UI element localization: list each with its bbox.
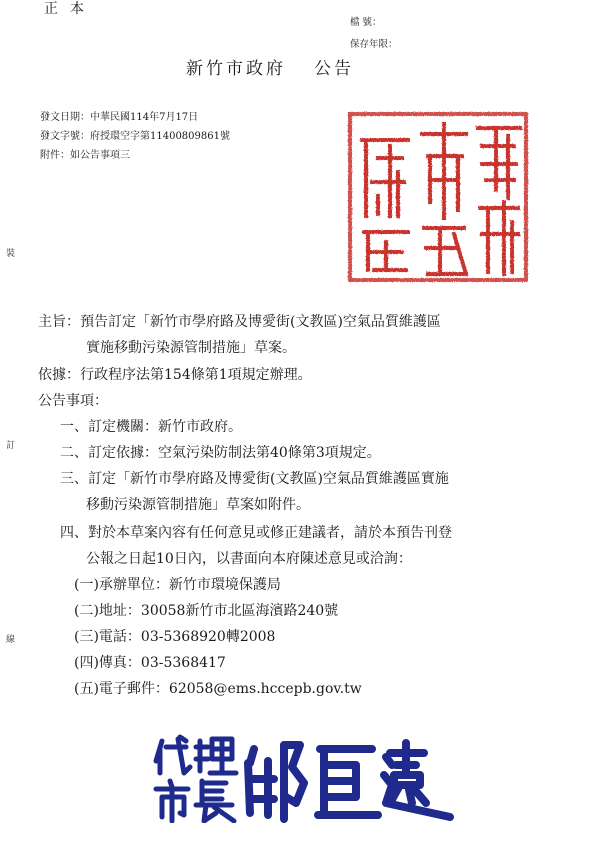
contact-phone: (三)電話：03-5368920轉2008: [74, 629, 276, 645]
contact-fax: (四)傳真：03-5368417: [74, 655, 226, 671]
copy-mark: 正本: [44, 1, 96, 17]
file-number-label: 檔 號：: [350, 17, 382, 28]
item-2: 二、訂定依據：空氣污染防制法第40條第3項規定。: [60, 445, 381, 461]
doc-type: 公告: [314, 59, 354, 79]
subject-line-1: 主旨：預告訂定「新竹市學府路及博愛街(文教區)空氣品質維護區: [38, 314, 441, 330]
mayor-signature: [150, 733, 460, 823]
attachment-note: 附件：如公告事項三: [40, 150, 130, 161]
retention-label: 保存年限：: [350, 39, 398, 50]
margin-mark-staple: 訂: [6, 441, 16, 451]
item-4-line-1: 四、對於本草案內容有任何意見或修正建議者，請於本預告刊登: [60, 525, 452, 541]
notice-heading: 公告事項：: [38, 393, 108, 409]
item-3-line-2: 移動污染源管制措施」草案如附件。: [86, 497, 310, 513]
subject-line-2: 實施移動污染源管制措施」草案。: [86, 340, 296, 356]
margin-mark-line: 線: [6, 635, 16, 645]
contact-address: (二)地址：30058新竹市北區海濱路240號: [74, 603, 339, 619]
margin-mark-bind: 裝: [6, 249, 16, 259]
org-name: 新竹市政府: [186, 59, 286, 79]
document-title: [186, 54, 354, 79]
item-3-line-1: 三、訂定「新竹市學府路及博愛街(文教區)空氣品質維護區實施: [60, 471, 449, 487]
official-seal: [338, 106, 538, 286]
issue-date: 發文日期：中華民國114年7月17日: [40, 112, 199, 123]
reference-number: 發文字號：府授環空字第11400809861號: [40, 131, 230, 142]
item-4-line-2: 公報之日起10日內，以書面向本府陳述意見或洽詢：: [86, 551, 412, 567]
item-1: 一、訂定機關：新竹市政府。: [60, 419, 242, 435]
contact-email: (五)電子郵件：62058@ems.hccepb.gov.tw: [74, 681, 362, 697]
contact-unit: (一)承辦單位：新竹市環境保護局: [74, 577, 281, 593]
basis-line: 依據：行政程序法第154條第1項規定辦理。: [38, 367, 312, 383]
